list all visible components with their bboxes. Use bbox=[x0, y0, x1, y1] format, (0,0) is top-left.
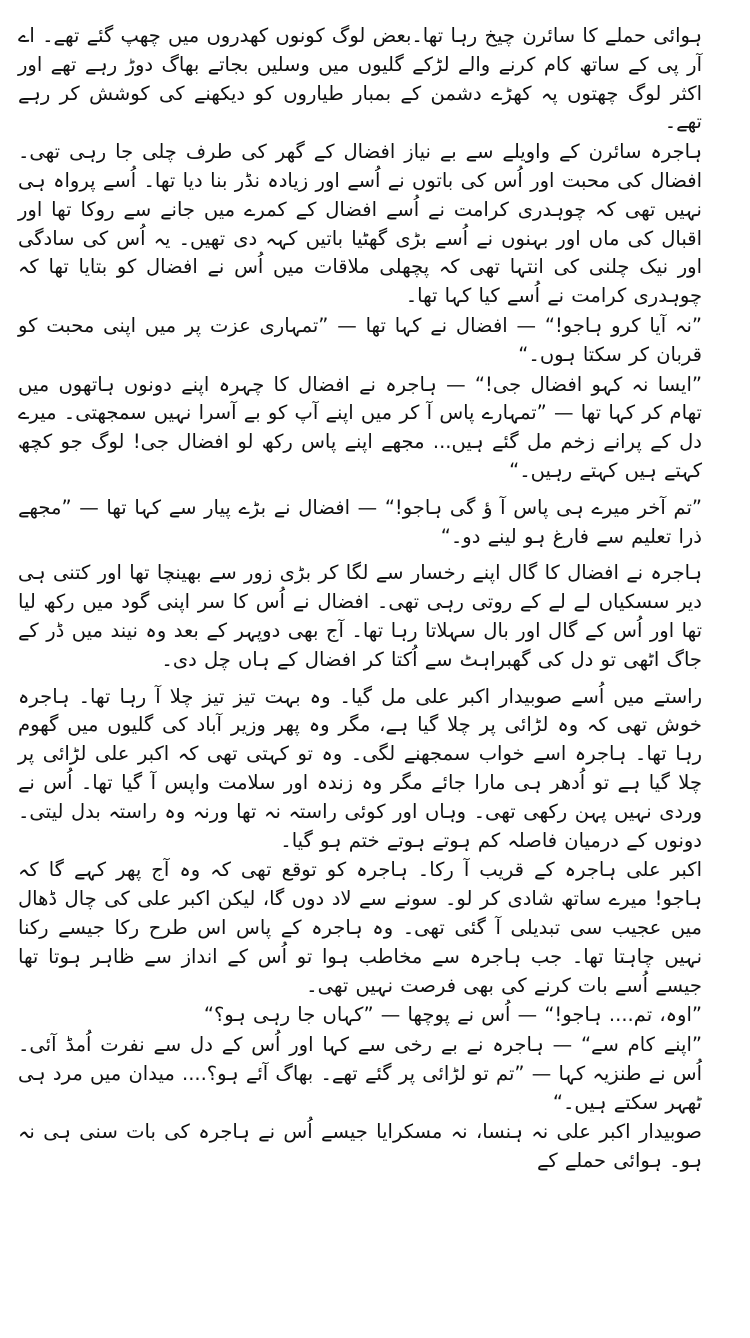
paragraph-dialogue-taunt: ”اپنے کام سے“ — ہاجرہ نے بے رخی سے کہا اور اُس کے دل سے نفرت اُمڈ آئی۔ اُس نے طنزیہ کہا — ”تم تو لڑائی پر گئے تھے۔ بھاگ آئے ہو؟.... میدان میں مرد ہی ٹھہر سکتے ہیں۔“ bbox=[18, 1033, 702, 1114]
paragraph-air-raid-siren: ہوائی حملے کا سائرن چیخ رہا تھا۔بعض لوگ کونوں کھدروں میں چھپ گئے تھے۔ اے آر پی کے ساتھ کام کرنے والے لڑکے گلیوں میں وسلیں بجاتے بھاگ دوڑ رہے تھے اور اکثر لوگ چھتوں پہ کھڑے دشمن کے بمبار طیاروں کو دیکھنے کی کوشش کر رہے تھے۔ bbox=[18, 24, 702, 134]
paragraph-hajra-walks: ہاجرہ سائرن کے واویلے سے بے نیاز افضال کے گھر کی طرف چلی جا رہی تھی۔ افضال کی محبت اور اُس کی باتوں نے اُسے اور زیادہ نڈر بنا دیا تھا۔ اُسے پرواہ ہی نہیں تھی کہ چوہدری کرامت نے اُسے افضال کے کمرے میں جانے سے روکا تھا اور اقبال کی ماں اور بہنوں نے اُسے بڑی گھٹیا باتیں کہہ دی تھیں۔ یہ اُس کی سادگی اور نیک چلنی کی انتہا تھی کہ پچھلی ملاقات میں اُس نے افضال کو بتایا تھا کہ چوہدری کرامت نے اُسے کیا کہا تھا۔ bbox=[18, 140, 702, 308]
paragraph-meets-akbar: راستے میں اُسے صوبیدار اکبر علی مل گیا۔ وہ بہت تیز تیز چلا آ رہا تھا۔ ہاجرہ خوش تھی کہ وہ لڑائی پر چلا گیا ہے، مگر وہ پھر وزیر آباد کی گلیوں میں گھوم رہا تھا۔ ہاجرہ اسے خواب سمجھنے لگی۔ وہ تو کہتی تھی کہ اکبر علی لڑائی پر چلا گیا ہے تو اُدھر ہی مارا جائے مگر وہ زندہ اور سلامت واپس آ گیا تھا۔ اُس نے وردی نہیں پہن رکھی تھی۔ وہاں اور کوئی راستہ نہ تھا ورنہ وہ راستہ بدل لیتی۔ دونوں کے درمیان فاصلہ کم ہوتے ہوتے ختم ہو گیا۔ bbox=[18, 684, 702, 852]
paragraph-embrace: ہاجرہ نے افضال کا گال اپنے رخسار سے لگا کر بڑی زور سے بھینچا تھا اور کتنی ہی دیر سسکیاں لے لے کے روتی رہی تھی۔ افضال نے اُس کا سر اپنی گود میں رکھ لیا تھا اور اُس کے گال اور بال سہلاتا رہا تھا۔ آج بھی دوپہر کے بعد وہ نیند میں ڈر کے جاگ اٹھی تو دل کی گھبراہٹ سے اُکتا کر افضال کے ہاں چل دی۔ bbox=[18, 561, 702, 671]
paragraph-dialogue-akbar: ”اوہ، تم.... ہاجو!“ — اُس نے پوچھا — ”کہاں جا رہی ہو؟“ bbox=[203, 1003, 702, 1027]
paragraph-dialogue-afzal: ”نہ آیا کرو ہاجو!“ — افضال نے کہا تھا — ”تمہاری عزت پر میں اپنی محبت کو قربان کر سکتا ہوں۔“ bbox=[18, 313, 702, 366]
paragraph-akbar-changed: اکبر علی ہاجرہ کے قریب آ رکا۔ ہاجرہ کو توقع تھی کہ وہ آج پھر کہے گا کہ ہاجو! میرے ساتھ شادی کر لو۔ سونے سے لاد دوں گا، لیکن اکبر علی کی چال ڈھال میں عجیب سی تبدیلی آ گئی تھی۔ وہ ہاجرہ کے پاس اس طرح رکا جیسے رکنا نہیں چاہتا تھا۔ جب ہاجرہ سے مخاطب ہوا تو اُس کے انداز سے ظاہر ہوتا تھا جیسے اُسے بات کرنے کی بھی فرصت نہیں تھی۔ bbox=[18, 858, 702, 997]
novel-page bbox=[18, 22, 732, 1322]
paragraph-dialogue-hajra: ”ایسا نہ کہو افضال جی!“ — ہاجرہ نے افضال کا چہرہ اپنے دونوں ہاتھوں میں تھام کر کہا تھا — ”تمہارے پاس آ کر میں اپنے آپ کو بے آسرا نہیں سمجھتی۔ میرے دل کے پرانے زخم مل گئے ہیں... مجھے اپنے پاس رکھ لو افضال جی! لوگ جو کچھ کہتے ہیں کہتے رہیں۔“ bbox=[18, 372, 702, 482]
paragraph-akbar-silent: صوبیدار اکبر علی نہ ہنسا، نہ مسکرایا جیسے اُس نے ہاجرہ کی بات سنی ہی نہ ہو۔ ہوائی حملے کے bbox=[18, 1120, 702, 1173]
paragraph-dialogue-education: ”تم آخر میرے ہی پاس آ ؤ گی ہاجو!“ — افضال نے بڑے پیار سے کہا تھا — ”مجھے ذرا تعلیم سے فارغ ہو لینے دو۔“ bbox=[18, 495, 702, 548]
